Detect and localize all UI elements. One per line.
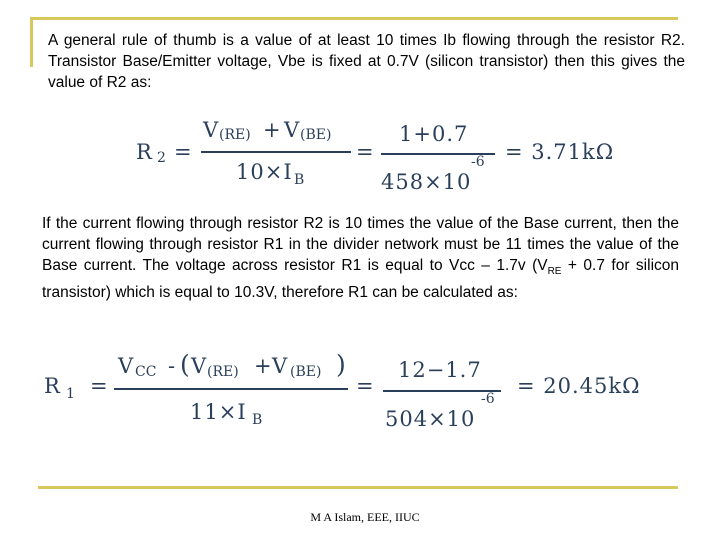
body-subscript: RE (547, 266, 562, 278)
eq1-lhs: R (136, 140, 153, 164)
eq1-plus: + (263, 118, 282, 142)
eq2-equals2: = (356, 374, 375, 398)
eq2-fraction-bar (114, 388, 348, 390)
eq2-den2: 504×10 (385, 407, 476, 431)
eq1-num-b: V (284, 118, 301, 142)
eq2-num2: 12−1.7 (398, 358, 482, 382)
eq1-den: 10×I (236, 160, 293, 184)
eq1-den-sub: B (294, 172, 305, 188)
eq1-den2: 458×10 (381, 170, 472, 194)
eq2-lhs-sub: 1 (66, 386, 75, 402)
eq1-den2-exp: -6 (471, 154, 485, 170)
eq2-paren-open: ( (180, 350, 191, 379)
eq2-num-a-sub: CC (135, 364, 157, 380)
eq2-minus: - (168, 354, 177, 378)
eq2-lhs: R (44, 374, 61, 398)
eq2-equals: = (90, 374, 109, 398)
eq1-num-b-sub: (BE) (300, 127, 332, 143)
body-text-part1: If the current flowing through resistor R2 is 10 times the value of the Base current, then the current flowing through resistor R1 in the divider network must be 11 times the value of the Base current. The voltage across resistor R1 is equal to Vcc – 1.7v (V (42, 215, 679, 274)
eq2-num-b-sub: (RE) (207, 364, 239, 380)
eq1-equals2: = (356, 140, 375, 164)
eq1-num-a-sub: (RE) (219, 127, 251, 143)
eq1-result: = 3.71kΩ (505, 140, 615, 164)
footer-credit: M A Islam, EEE, IIUC (310, 510, 420, 524)
eq2-num-b: V (191, 354, 208, 378)
eq2-den2-exp: -6 (481, 391, 495, 407)
body-text-part2: + 0.7 for silicon transistor) which is equal to 10.3V, therefore R1 can be calculated as: (42, 257, 679, 302)
eq1-num-a: V (203, 118, 220, 142)
eq2-num-c: V (272, 354, 289, 378)
eq2-num-a: V (118, 354, 135, 378)
eq2-plus: + (254, 354, 273, 378)
intro-paragraph: A general rule of thumb is a value of at least 10 times Ib flowing through the resistor R2. Transistor Base/Emitter voltage, Vbe is fixed at 0.7V (silicon transistor) then this gives the value of R2 as: (48, 32, 685, 91)
eq2-den: 11×I (190, 400, 247, 424)
eq2-paren-close: ) (336, 350, 347, 379)
eq2-den-sub: B (252, 412, 263, 428)
eq1-equals: = (174, 140, 193, 164)
eq2-num-c-sub: (BE) (290, 364, 322, 380)
eq1-lhs-sub: 2 (157, 150, 166, 166)
frame-bottom-rule (38, 486, 678, 489)
eq2-result: = 20.45kΩ (517, 374, 641, 398)
eq1-num2: 1+0.7 (399, 122, 469, 146)
